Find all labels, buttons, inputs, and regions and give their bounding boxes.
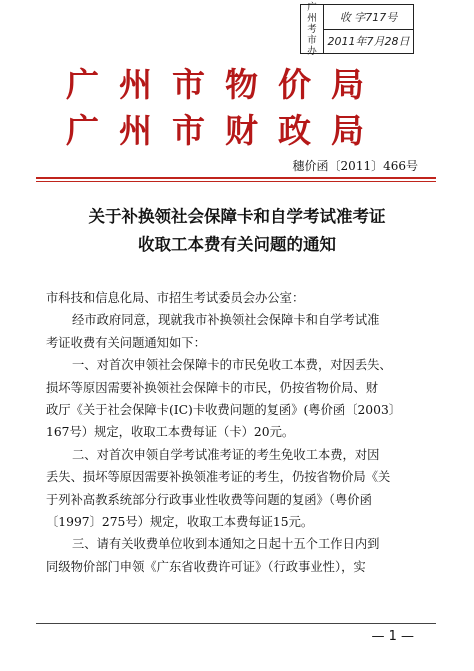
body-line: 考证收费有关问题通知如下： [46, 335, 206, 350]
page-number: — 1 — [371, 629, 414, 644]
stamp-receipt-date: 2011年7月28日 [324, 29, 413, 54]
salutation: 市科技和信息化局、市招生考试委员会办公室： [46, 291, 305, 305]
body-line: 一、对首次申领社会保障卡的市民免收工本费，对因丢失、 [72, 358, 392, 373]
body-line: 167号）规定，收取工本费每证（卡）20元。 [46, 425, 295, 440]
letterhead-rule [36, 177, 436, 179]
body-line: 损坏等原因需要补换领社会保障卡的市民，仍按省物价局、财 [46, 380, 379, 395]
stamp-office-label [301, 1, 324, 57]
letterhead-org-2: 广州市财政局 [66, 111, 384, 150]
stamp-receipt-number: 收 字717号 [339, 10, 398, 24]
body-line: 经市政府同意，现就我市补换领社会保障卡和自学考试准 [72, 313, 380, 328]
document-title-line-1: 关于补换领社会保障卡和自学考试准考证 [88, 207, 386, 226]
document-body [46, 287, 424, 578]
letterhead-org-1: 广州市物价局 [66, 65, 384, 104]
body-line: 二、对首次申领自学考试准考证的考生免收工本费，对因 [72, 447, 380, 462]
stamp-char: 考 [307, 23, 317, 35]
footer-rule [36, 623, 436, 624]
body-line: 〔1997〕275号）规定，收取工本费每证15元。 [46, 515, 314, 530]
letterhead-rule-thin [36, 181, 436, 182]
document-title-line-2: 收取工本费有关问题的通知 [138, 235, 336, 254]
receipt-stamp [300, 1, 414, 57]
body-line: 三、请有关收费单位收到本通知之日起十五个工作日内到 [72, 537, 380, 552]
body-line: 于列补高教系统部分行政事业性收费等问题的复函》（粤价函 [46, 492, 372, 507]
stamp-char: 市 [307, 34, 317, 46]
body-line: 同级物价部门申领《广东省收费许可证》（行政事业性），实 [46, 559, 366, 574]
stamp-char: 州 [307, 12, 317, 24]
stamp-char: 办 [307, 45, 317, 57]
document-number: 穗价函〔2011〕466号 [292, 159, 418, 173]
body-line: 丢失、损坏等原因需要补换领准考证的考生，仍按省物价局《关 [46, 470, 391, 485]
stamp-char: 广 [307, 1, 317, 13]
body-line: 政厅《关于社会保障卡(IC)卡收费问题的复函》(粤价函〔2003〕 [46, 403, 402, 418]
